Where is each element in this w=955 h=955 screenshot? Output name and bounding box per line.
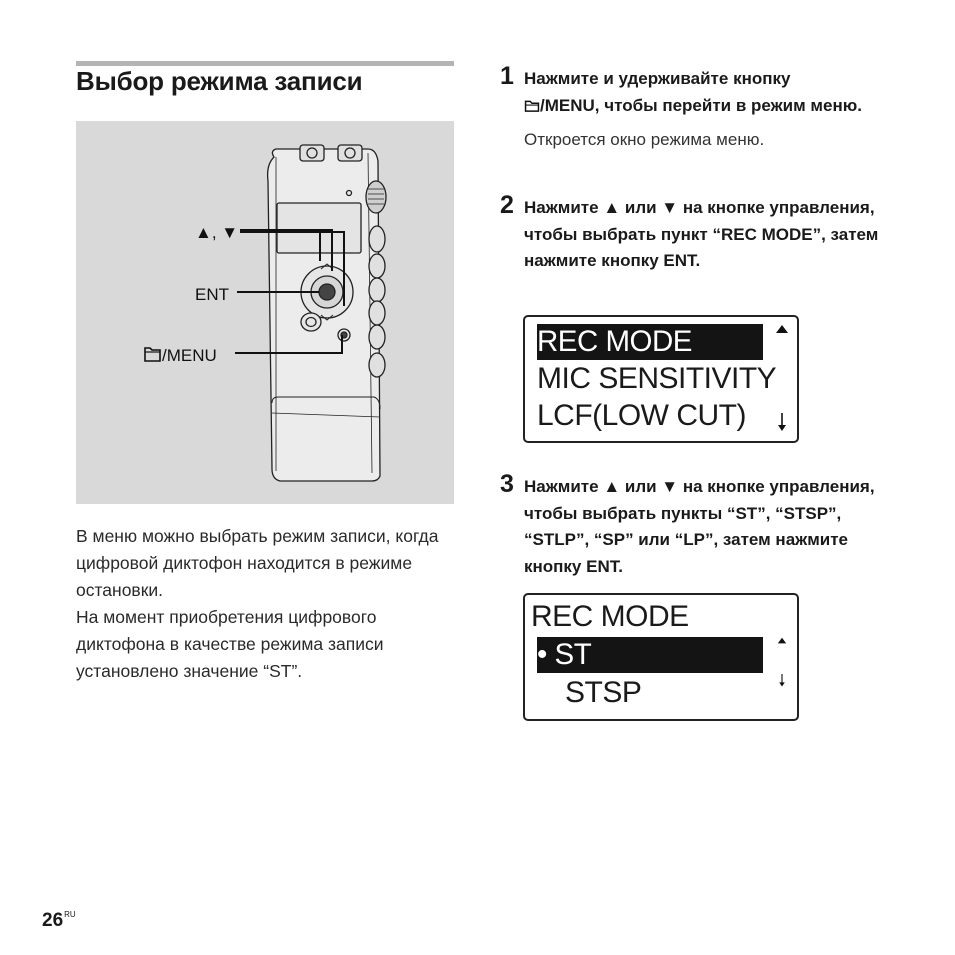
step-1-text (524, 66, 900, 119)
intro-paragraph-2: На момент приобретения цифрового диктофона в качестве режима записи установлено значение “ST”. (76, 607, 384, 681)
display-1-line-3: LCF(LOW CUT) (537, 399, 746, 432)
step-3 (500, 470, 900, 580)
page-lang: RU (64, 910, 76, 919)
display-2-line-1: REC MODE (531, 600, 689, 633)
display-2-line-2: • ST (537, 637, 763, 673)
folder-icon (524, 100, 540, 112)
display-menu-screen (523, 315, 799, 443)
step-1 (500, 62, 900, 152)
recorder-drawing (76, 121, 454, 504)
step-1-result: Откроется окно режима меню. (524, 130, 765, 149)
scroll-up-arrow-icon (776, 325, 788, 333)
callout-ent-label: ENT (195, 285, 229, 304)
display-1-line-2: MIC SENSITIVITY (537, 362, 777, 395)
scroll-indicator (773, 635, 791, 713)
recorder-illustration (76, 121, 454, 504)
scroll-up-arrow-icon (778, 638, 786, 644)
intro-paragraph-1: В меню можно выбрать режим записи, когда цифровой диктофон находится в режиме остановки. (76, 526, 439, 600)
page-title: Выбор режима записи (76, 66, 363, 96)
step-3-text: Нажмите ▲ или ▼ на кнопке управления, чтобы выбрать пункты “ST”, “STSP”, “STLP”, “SP” или “LP”, затем нажмите кнопку ENT. (524, 477, 875, 576)
display-1-line-1: REC MODE (537, 324, 763, 360)
display-rec-mode-screen (523, 593, 799, 721)
step-2 (500, 191, 900, 275)
step-3-number: 3 (500, 470, 514, 498)
folder-icon (145, 348, 160, 361)
display-2-line-3: STSP (565, 676, 642, 709)
scroll-indicator (773, 323, 791, 435)
step-2-number: 2 (500, 191, 514, 219)
page-number: $26^{RU}$ (42, 910, 76, 931)
callout-menu-label: /MENU (162, 346, 217, 365)
intro-text (76, 523, 456, 685)
step-1-text-before-icon: Нажмите и удерживайте кнопку (524, 69, 791, 88)
step-2-text: Нажмите ▲ или ▼ на кнопке управления, чтобы выбрать пункт “REC MODE”, затем нажмите кнопку ENT. (524, 198, 879, 270)
step-1-text-after-icon: /MENU, чтобы перейти в режим меню. (540, 95, 862, 115)
step-1-number: 1 (500, 62, 514, 90)
callout-updown-label: ▲, ▼ (195, 223, 239, 242)
